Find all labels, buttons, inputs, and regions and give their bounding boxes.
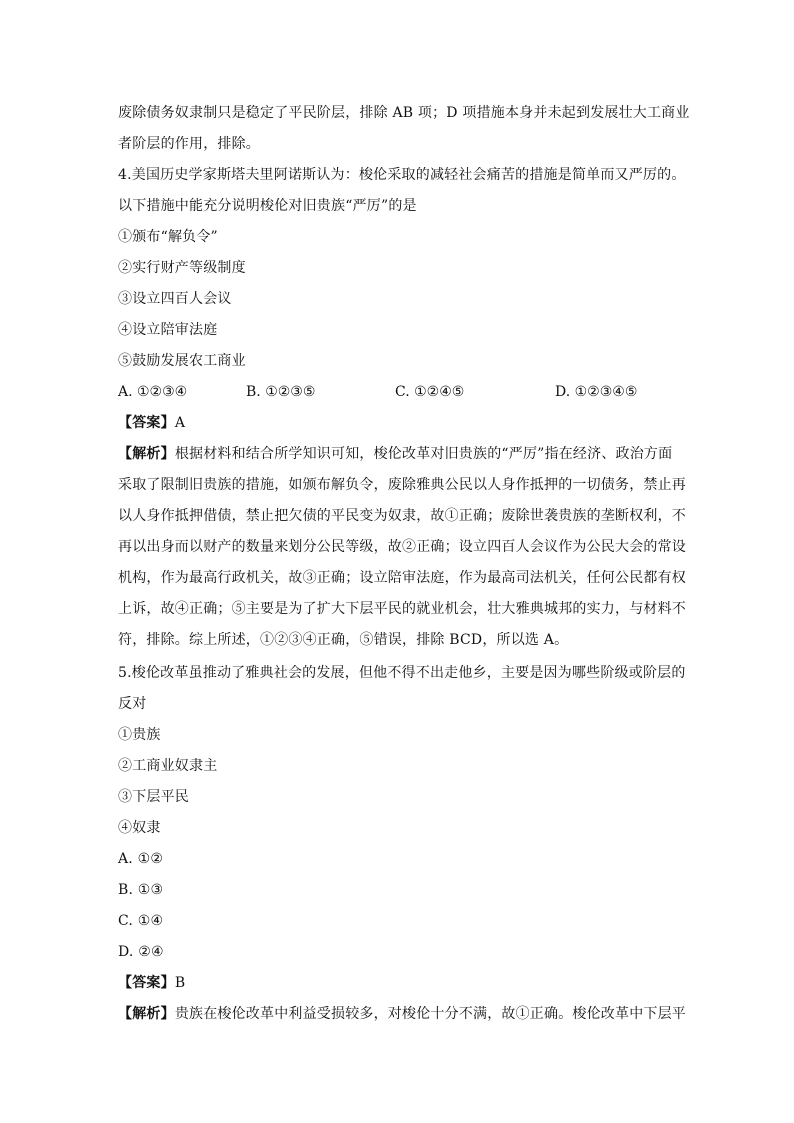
question-5-item: ③下层平民 bbox=[118, 789, 189, 805]
answer-value: B bbox=[174, 975, 186, 991]
question-5-option-d: D. ②④ bbox=[118, 944, 164, 960]
explanation-text: 根据材料和结合所学知识可知，梭伦改革对旧贵族的“严厉”指在经济、政治方面 bbox=[174, 446, 673, 462]
answer-value: A bbox=[174, 415, 186, 431]
question-4-stem: 以下措施中能充分说明梭伦对旧贵族“严厉”的是 bbox=[118, 198, 417, 214]
question-5-option-a: A. ①② bbox=[118, 851, 164, 867]
question-5-option-c: C. ①④ bbox=[118, 913, 164, 929]
question-4-explanation: 符，排除。综上所述，①②③④正确，⑤错误，排除 BCD，所以选 A。 bbox=[118, 632, 569, 648]
explanation-label: 【解析】 bbox=[118, 1006, 175, 1022]
question-4-explanation: 上诉，故④正确；⑤主要是为了扩大下层平民的就业机会，壮大雅典城邦的实力，与材料不 bbox=[118, 601, 686, 617]
answer-label: 【答案】 bbox=[118, 415, 175, 431]
explanation-label: 【解析】 bbox=[118, 446, 175, 462]
question-5-item: ②工商业奴隶主 bbox=[118, 758, 218, 774]
question-4-explanation: 机构，作为最高行政机关，故③正确；设立陪审法庭，作为最高司法机关，任何公民都有权 bbox=[118, 570, 686, 586]
question-4-item: ③设立四百人会议 bbox=[118, 291, 232, 307]
question-4-answer bbox=[118, 413, 698, 433]
question-4-explanation bbox=[118, 444, 698, 464]
question-4-item: ①颁布“解负令” bbox=[118, 229, 218, 245]
question-4-item: ②实行财产等级制度 bbox=[118, 260, 246, 276]
question-5-answer bbox=[118, 973, 698, 993]
question-4-option-b: B. ①②③⑤ bbox=[246, 384, 316, 400]
question-5-stem: 反对 bbox=[118, 696, 147, 712]
question-4-explanation: 采取了限制旧贵族的措施，如颁布解负令，废除雅典公民以人身作抵押的一切债务，禁止再 bbox=[118, 477, 686, 493]
question-5-item: ④奴隶 bbox=[118, 820, 161, 836]
question-4-option-d: D. ①②③④⑤ bbox=[555, 384, 638, 400]
question-5-explanation bbox=[118, 1004, 698, 1024]
question-4-explanation: 以人身作抵押借债，禁止把欠债的平民变为奴隶，故①正确；废除世袭贵族的垄断权利，不 bbox=[118, 508, 686, 524]
question-4-item: ⑤鼓励发展农工商业 bbox=[118, 353, 246, 369]
question-4-explanation: 再以出身而以财产的数量来划分公民等级，故②正确；设立四百人会议作为公民大会的常设 bbox=[118, 539, 686, 555]
question-4-option-a: A. ①②③④ bbox=[118, 384, 188, 400]
question-4-option-c: C. ①②④⑤ bbox=[395, 384, 465, 400]
question-5-option-b: B. ①③ bbox=[118, 882, 164, 898]
answer-label: 【答案】 bbox=[118, 975, 175, 991]
question-5-item: ①贵族 bbox=[118, 727, 161, 743]
question-4-stem: 4.美国历史学家斯塔夫里阿诺斯认为：梭伦采取的减轻社会痛苦的措施是简单而又严厉的。 bbox=[118, 167, 686, 183]
text-line: 废除债务奴隶制只是稳定了平民阶层，排除 AB 项；D 项措施本身并未起到发展壮大工商业 bbox=[118, 105, 690, 121]
question-4-item: ④设立陪审法庭 bbox=[118, 322, 218, 338]
question-5-stem: 5.梭伦改革虽推动了雅典社会的发展，但他不得不出走他乡，主要是因为哪些阶级或阶层的 bbox=[118, 665, 686, 681]
explanation-text: 贵族在梭伦改革中利益受损较多，对梭伦十分不满，故①正确。梭伦改革中下层平 bbox=[174, 1006, 687, 1022]
text-line: 者阶层的作用，排除。 bbox=[118, 136, 260, 152]
